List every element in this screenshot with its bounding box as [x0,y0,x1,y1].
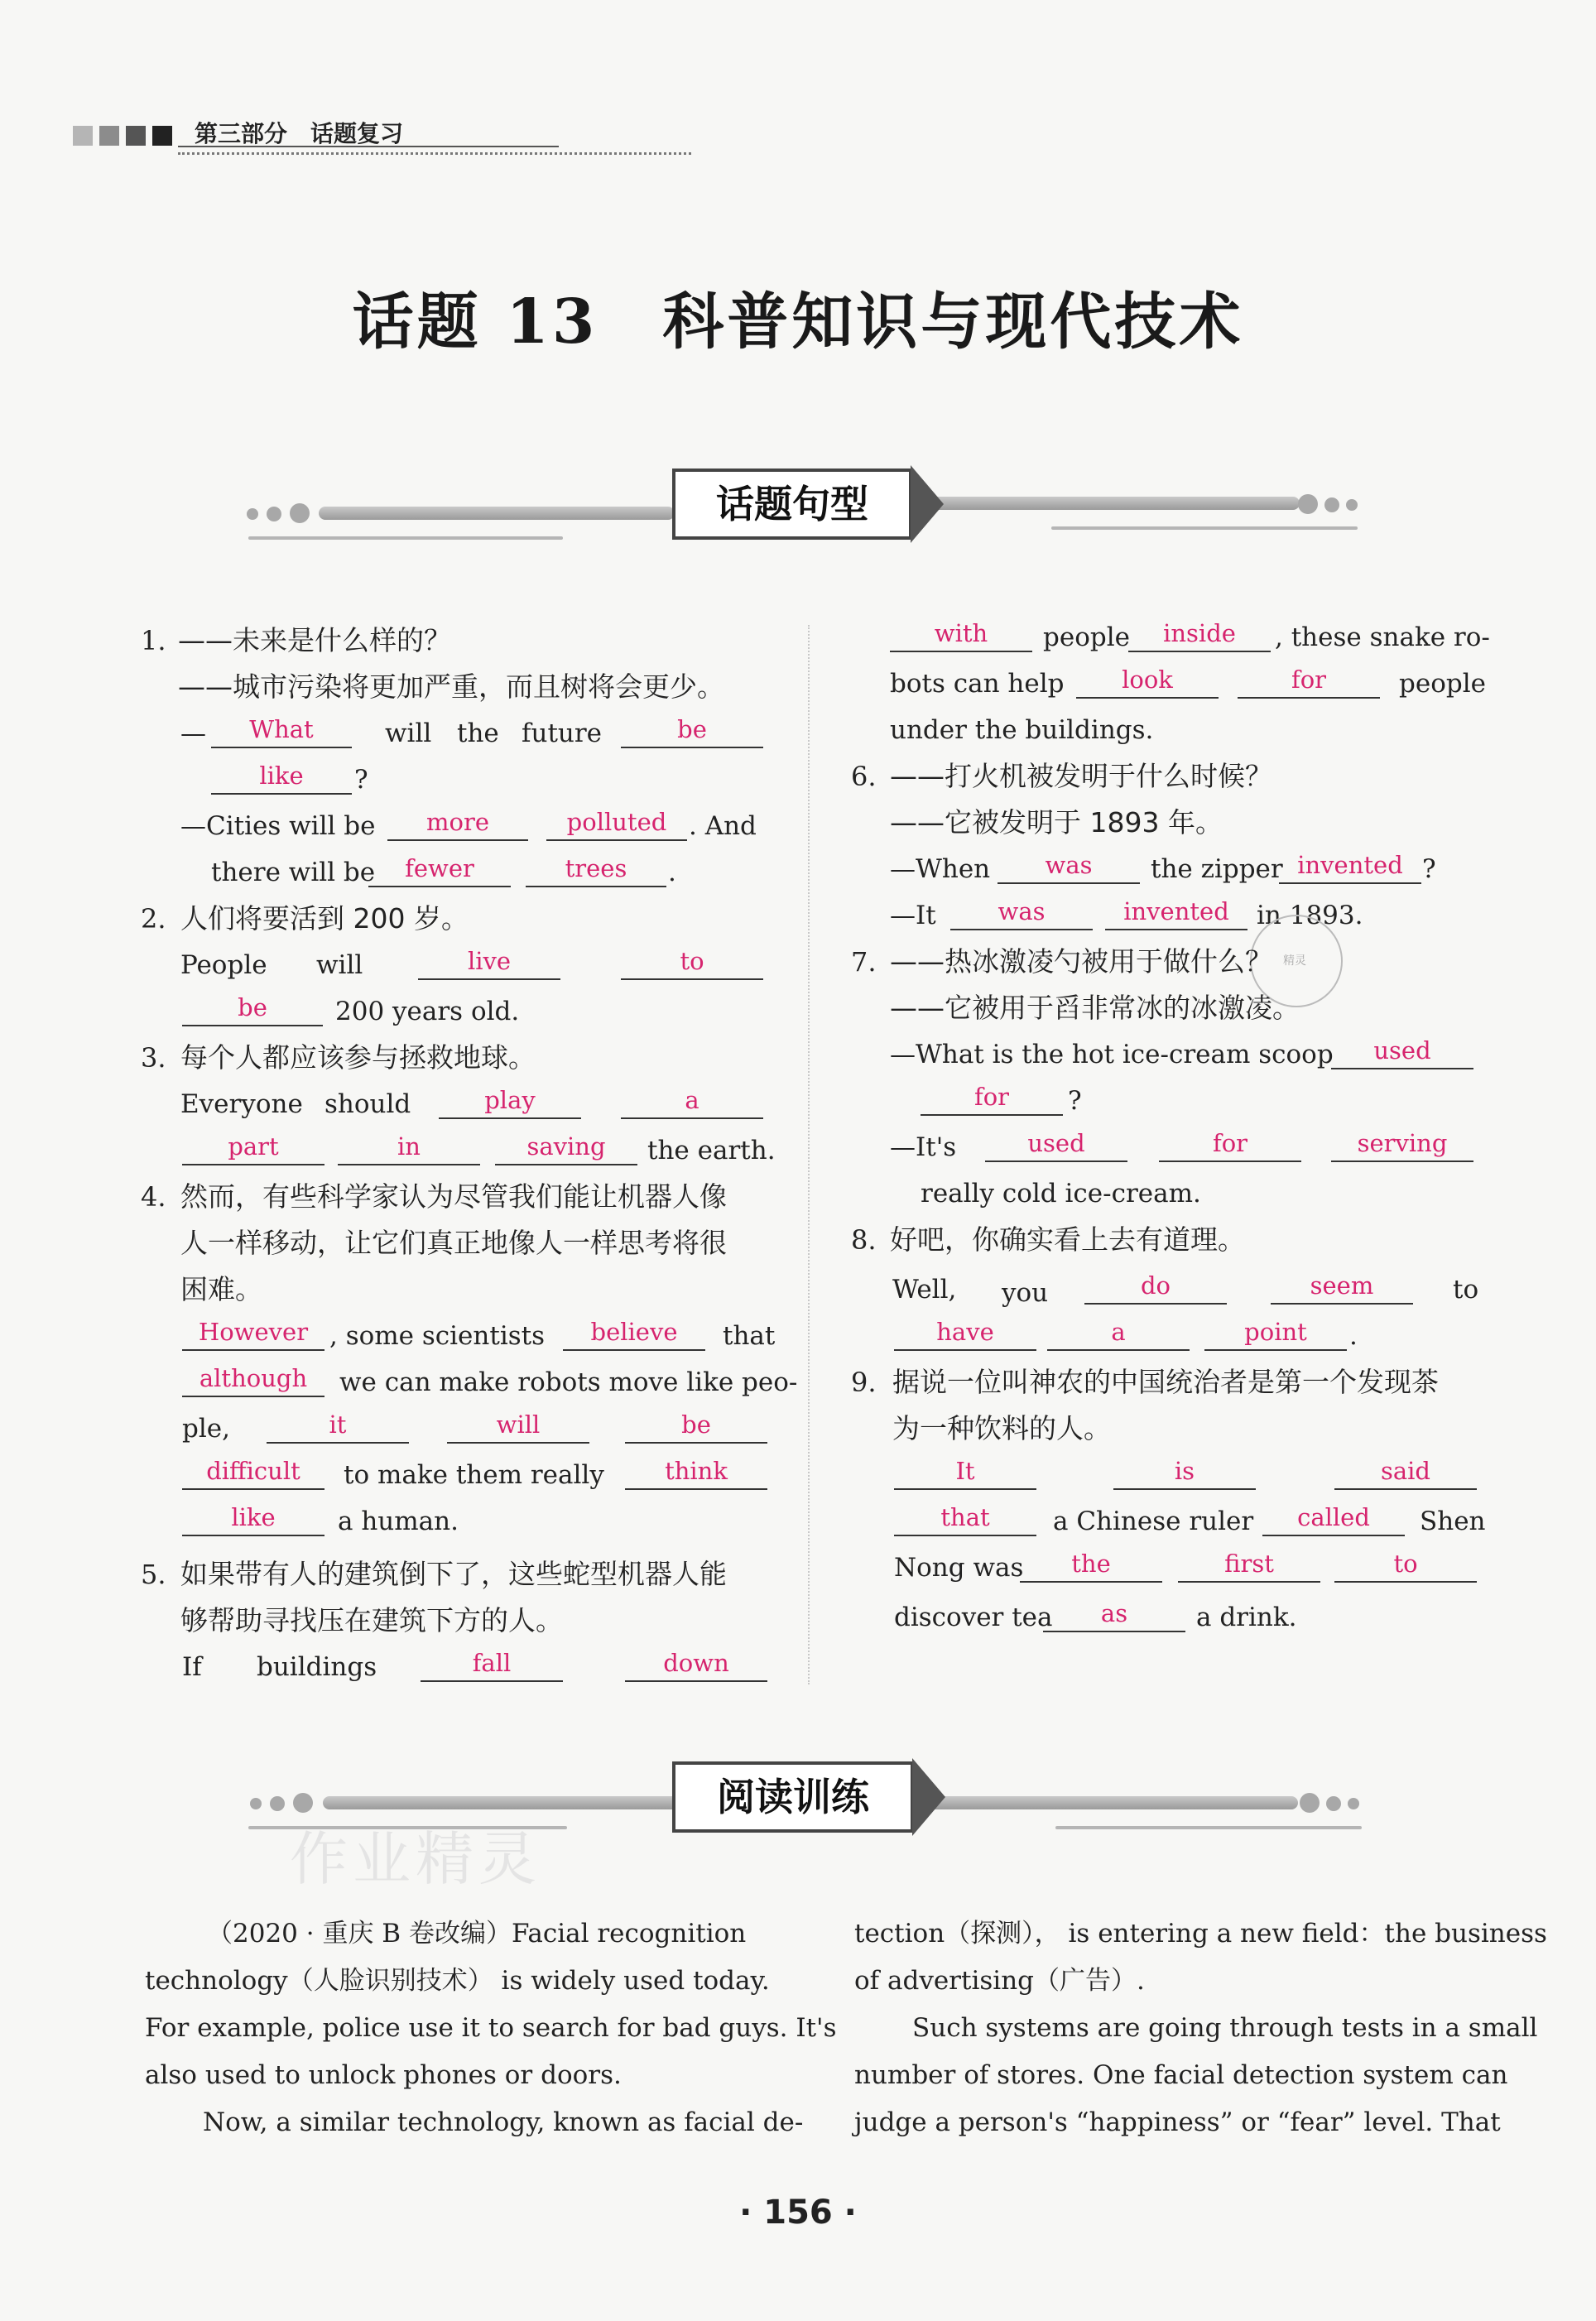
q8-answer-2: seem [1271,1270,1413,1305]
q1-answer-7: trees [526,853,666,887]
q8-cn: 好吧，你确实看上去有道理。 [890,1223,1245,1256]
q9-answer-1: It [894,1455,1036,1490]
q4-text-1: , some scientists [329,1321,546,1351]
q9-answer-7: first [1178,1548,1320,1583]
q7-answer-5: serving [1331,1127,1473,1162]
q2-tail: 200 years old. [335,997,520,1026]
q9-answer-8: to [1334,1548,1477,1583]
q4-cn-1: 然而，有些科学家认为尽管我们能让机器人像 [180,1180,727,1213]
q3-answer-3: part [182,1131,324,1165]
banner-dot [1348,1798,1359,1809]
q2-answer-2: to [621,945,763,980]
q7-answer-4: for [1159,1127,1301,1162]
question-number: 8. [851,1224,877,1256]
header-dotted-line [178,152,691,155]
q5-cn-2: 够帮助寻找压在建筑下方的人。 [180,1604,563,1636]
banner-patterns-label: 话题句型 [672,469,912,540]
q3-should: should [324,1089,411,1119]
q4-answer-2: believe [563,1316,705,1351]
q4-text-2: that [723,1321,776,1351]
reading-left-line-5: Now, a similar technology, known as facial de- [203,2107,804,2137]
q8-answer-3: have [894,1316,1036,1351]
q8-to: to [1453,1275,1479,1305]
q3-tail: the earth. [647,1136,776,1165]
question-number: 7. [851,946,877,978]
q6-in-1893: in 1893. [1257,901,1363,930]
q8-answer-4: a [1047,1316,1190,1351]
q9-text-1: a Chinese ruler [1053,1506,1254,1536]
q9-cn-2: 为一种饮料的人。 [892,1412,1111,1444]
q2-answer-3: be [182,992,323,1026]
q6-it: —It [890,901,936,930]
q9-answer-9: as [1043,1598,1185,1632]
banner-dot [247,508,258,520]
q8-answer-5: point [1204,1316,1347,1351]
q1-line3: —Cities will be [180,811,376,841]
banner-dot [1298,494,1318,514]
q5-answer-4: inside [1128,617,1271,652]
reading-right-line-2: of advertising（广告）. [854,1966,1145,1996]
q4-answer-9: like [182,1502,324,1536]
reading-left-line-2: technology（人脸识别技术） is widely used today. [145,1966,770,1996]
page-title: 话题 13 科普知识与现代技术 [352,286,1244,358]
question-number: 4. [141,1181,166,1213]
q1-dash: — [180,718,206,748]
reading-right-line-4: number of stores. One facial detection system can [854,2060,1508,2090]
question-number: 9. [851,1367,877,1398]
q1-will: will [385,718,432,748]
question-number: 1. [141,625,166,656]
q3-answer-4: in [338,1131,480,1165]
reading-left-line-3: For example, police use it to search for bad guys. It's [145,2013,837,2043]
stamp-text: 精灵 [1283,954,1306,968]
q6-zipper: the zipper [1151,854,1283,884]
q9-cn-1: 据说一位叫神农的中国统治者是第一个发现茶 [892,1366,1439,1398]
q6-answer-1: was [997,849,1140,884]
q9-answer-4: that [894,1502,1036,1536]
q9-answer-5: called [1262,1502,1405,1536]
q4-answer-8: think [625,1455,767,1490]
banner-dot [1326,1796,1341,1811]
q6-answer-3: was [950,896,1093,930]
q6-cn-b: ——它被发明于 1893 年。 [890,806,1223,839]
q9-tail: a drink. [1196,1603,1297,1632]
question-number: 5. [141,1559,166,1590]
q2-answer-1: live [418,945,560,980]
q2-will: will [316,950,363,980]
reading-left-line-1: （2020 · 重庆 B 卷改编）Facial recognition [207,1919,747,1949]
header-square-1 [73,126,93,146]
question-number: 6. [851,761,877,792]
q4-text-5: to make them really [344,1460,604,1490]
q9-discover: discover tea [894,1603,1053,1632]
banner-dot [250,1798,262,1809]
banner-bar-left [319,507,675,520]
banner-dot [270,1796,285,1811]
q4-answer-7: difficult [182,1455,324,1490]
q7-cn-a: ——热冰激凌勺被用于做什么？ [890,945,1272,978]
q9-answer-6: the [1020,1548,1162,1583]
q2-people: People [180,950,267,980]
banner-bar-right [919,1796,1298,1809]
q3-answer-1: play [439,1084,581,1119]
q3-answer-2: a [621,1084,763,1119]
banner-reading-label: 阅读训练 [672,1761,914,1833]
q6-cn-a: ——打火机被发明于什么时候？ [890,760,1272,792]
header-square-2 [99,126,119,146]
q1-line4: there will be [211,858,376,887]
q4-answer-4: it [267,1409,409,1444]
q6-answer-4: invented [1105,896,1247,930]
section-header: 第三部分 话题复习 [195,120,404,147]
question-number: 2. [141,903,166,935]
q1-answer-3: like [211,760,352,795]
column-divider [808,625,810,1684]
banner-line-right [1051,526,1358,530]
q1-period: . [668,858,676,887]
q3-everyone: Everyone [180,1089,303,1119]
reading-right-line-1: tection（探测）， is entering a new field：the business [854,1919,1547,1949]
q5-cn-1: 如果带有人的建筑倒下了，这些蛇型机器人能 [180,1558,727,1590]
banner-bar-left [323,1796,679,1809]
q3-answer-5: saving [495,1131,637,1165]
q5-answer-1: fall [421,1647,563,1682]
q1-cn-b: ——城市污染将更加严重，而且树将会更少。 [178,670,724,703]
q1-answer-1: What [211,714,352,748]
q9-answer-3: said [1334,1455,1477,1490]
q1-answer-5: polluted [546,806,687,841]
q9-nong-was: Nong was [894,1553,1024,1583]
q5-if: If [182,1652,202,1682]
q5-text-3: people [1399,669,1486,699]
q1-answer-4: more [387,806,528,841]
banner-dot [293,1793,313,1813]
banner-dot [1300,1793,1320,1813]
reading-left-line-4: also used to unlock phones or doors. [145,2060,622,2090]
q3-cn: 每个人都应该参与拯救地球。 [180,1041,536,1074]
q4-answer-6: be [625,1409,767,1444]
q4-cn-2: 人一样移动，让它们真正地像人一样思考将很 [180,1227,727,1259]
banner-line-left [248,536,563,540]
q9-answer-2: is [1113,1455,1256,1490]
banner-dot [267,507,281,521]
q8-well: Well, [892,1275,957,1305]
q5-text-4: under the buildings. [890,715,1154,745]
header-underline [178,146,559,147]
reading-right-line-3: Such systems are going through tests in a small [912,2013,1538,2043]
q7-cn-b: ——它被用于舀非常冰的冰激凌。 [890,992,1300,1024]
q8-you: you [1002,1278,1049,1308]
q4-text-6: a human. [338,1506,459,1536]
q5-text-2: bots can help [890,669,1065,699]
banner-arrow-icon [912,1758,945,1836]
q4-text-3: we can make robots move like peo- [339,1367,798,1397]
q5-answer-2: down [625,1647,767,1682]
banner-arrow-icon [911,465,944,543]
q1-future: future [522,718,603,748]
q2-cn: 人们将要活到 200 岁。 [180,902,469,935]
banner-bar-right [919,497,1300,510]
q4-text-4: ple, [182,1414,230,1444]
banner-line-right [1055,1826,1362,1829]
header-square-3 [126,126,146,146]
q1-and: . And [689,811,757,841]
q5-text-1: , these snake ro- [1275,622,1490,652]
header-square-4 [152,126,172,146]
question-number: 3. [141,1042,166,1074]
banner-dot [1324,497,1339,512]
q7-answer-3: used [985,1127,1127,1162]
q5-answer-5: look [1076,664,1219,699]
q5-answer-3: with [890,617,1032,652]
q6-question-mark: ? [1422,854,1436,884]
q1-answer-6: fewer [368,853,511,887]
reading-right-line-5: judge a person's “happiness” or “fear” level. That [854,2107,1501,2137]
q1-the: the [457,718,499,748]
q7-its: —It's [890,1132,957,1162]
banner-dot [1346,499,1358,511]
q7-question-mark: ? [1068,1086,1082,1116]
q8-period: . [1349,1321,1358,1351]
q6-when: —When [890,854,991,884]
q7-answer-1: used [1331,1035,1473,1069]
q4-answer-1: However [182,1316,324,1351]
q5-buildings: buildings [257,1652,377,1682]
q1-cn-a: ——未来是什么样的？ [178,624,451,656]
q1-question-mark: ? [354,765,368,795]
q9-shen: Shen [1420,1506,1486,1536]
q7-what: —What is the hot ice-cream scoop [890,1040,1334,1069]
q4-answer-5: will [447,1409,589,1444]
banner-dot [290,503,310,523]
q7-tail: really cold ice-cream. [921,1179,1201,1209]
page-number: · 156 · [739,2194,857,2232]
watermark: 作业精灵 [290,1825,541,1893]
q1-answer-2: be [621,714,763,748]
q5-people: people [1043,622,1130,652]
q6-answer-2: invented [1279,849,1421,884]
q5-answer-6: for [1238,664,1380,699]
q4-answer-3: although [182,1362,324,1397]
q4-cn-3: 困难。 [180,1273,262,1305]
q7-answer-2: for [921,1081,1063,1116]
q8-answer-1: do [1084,1270,1227,1305]
